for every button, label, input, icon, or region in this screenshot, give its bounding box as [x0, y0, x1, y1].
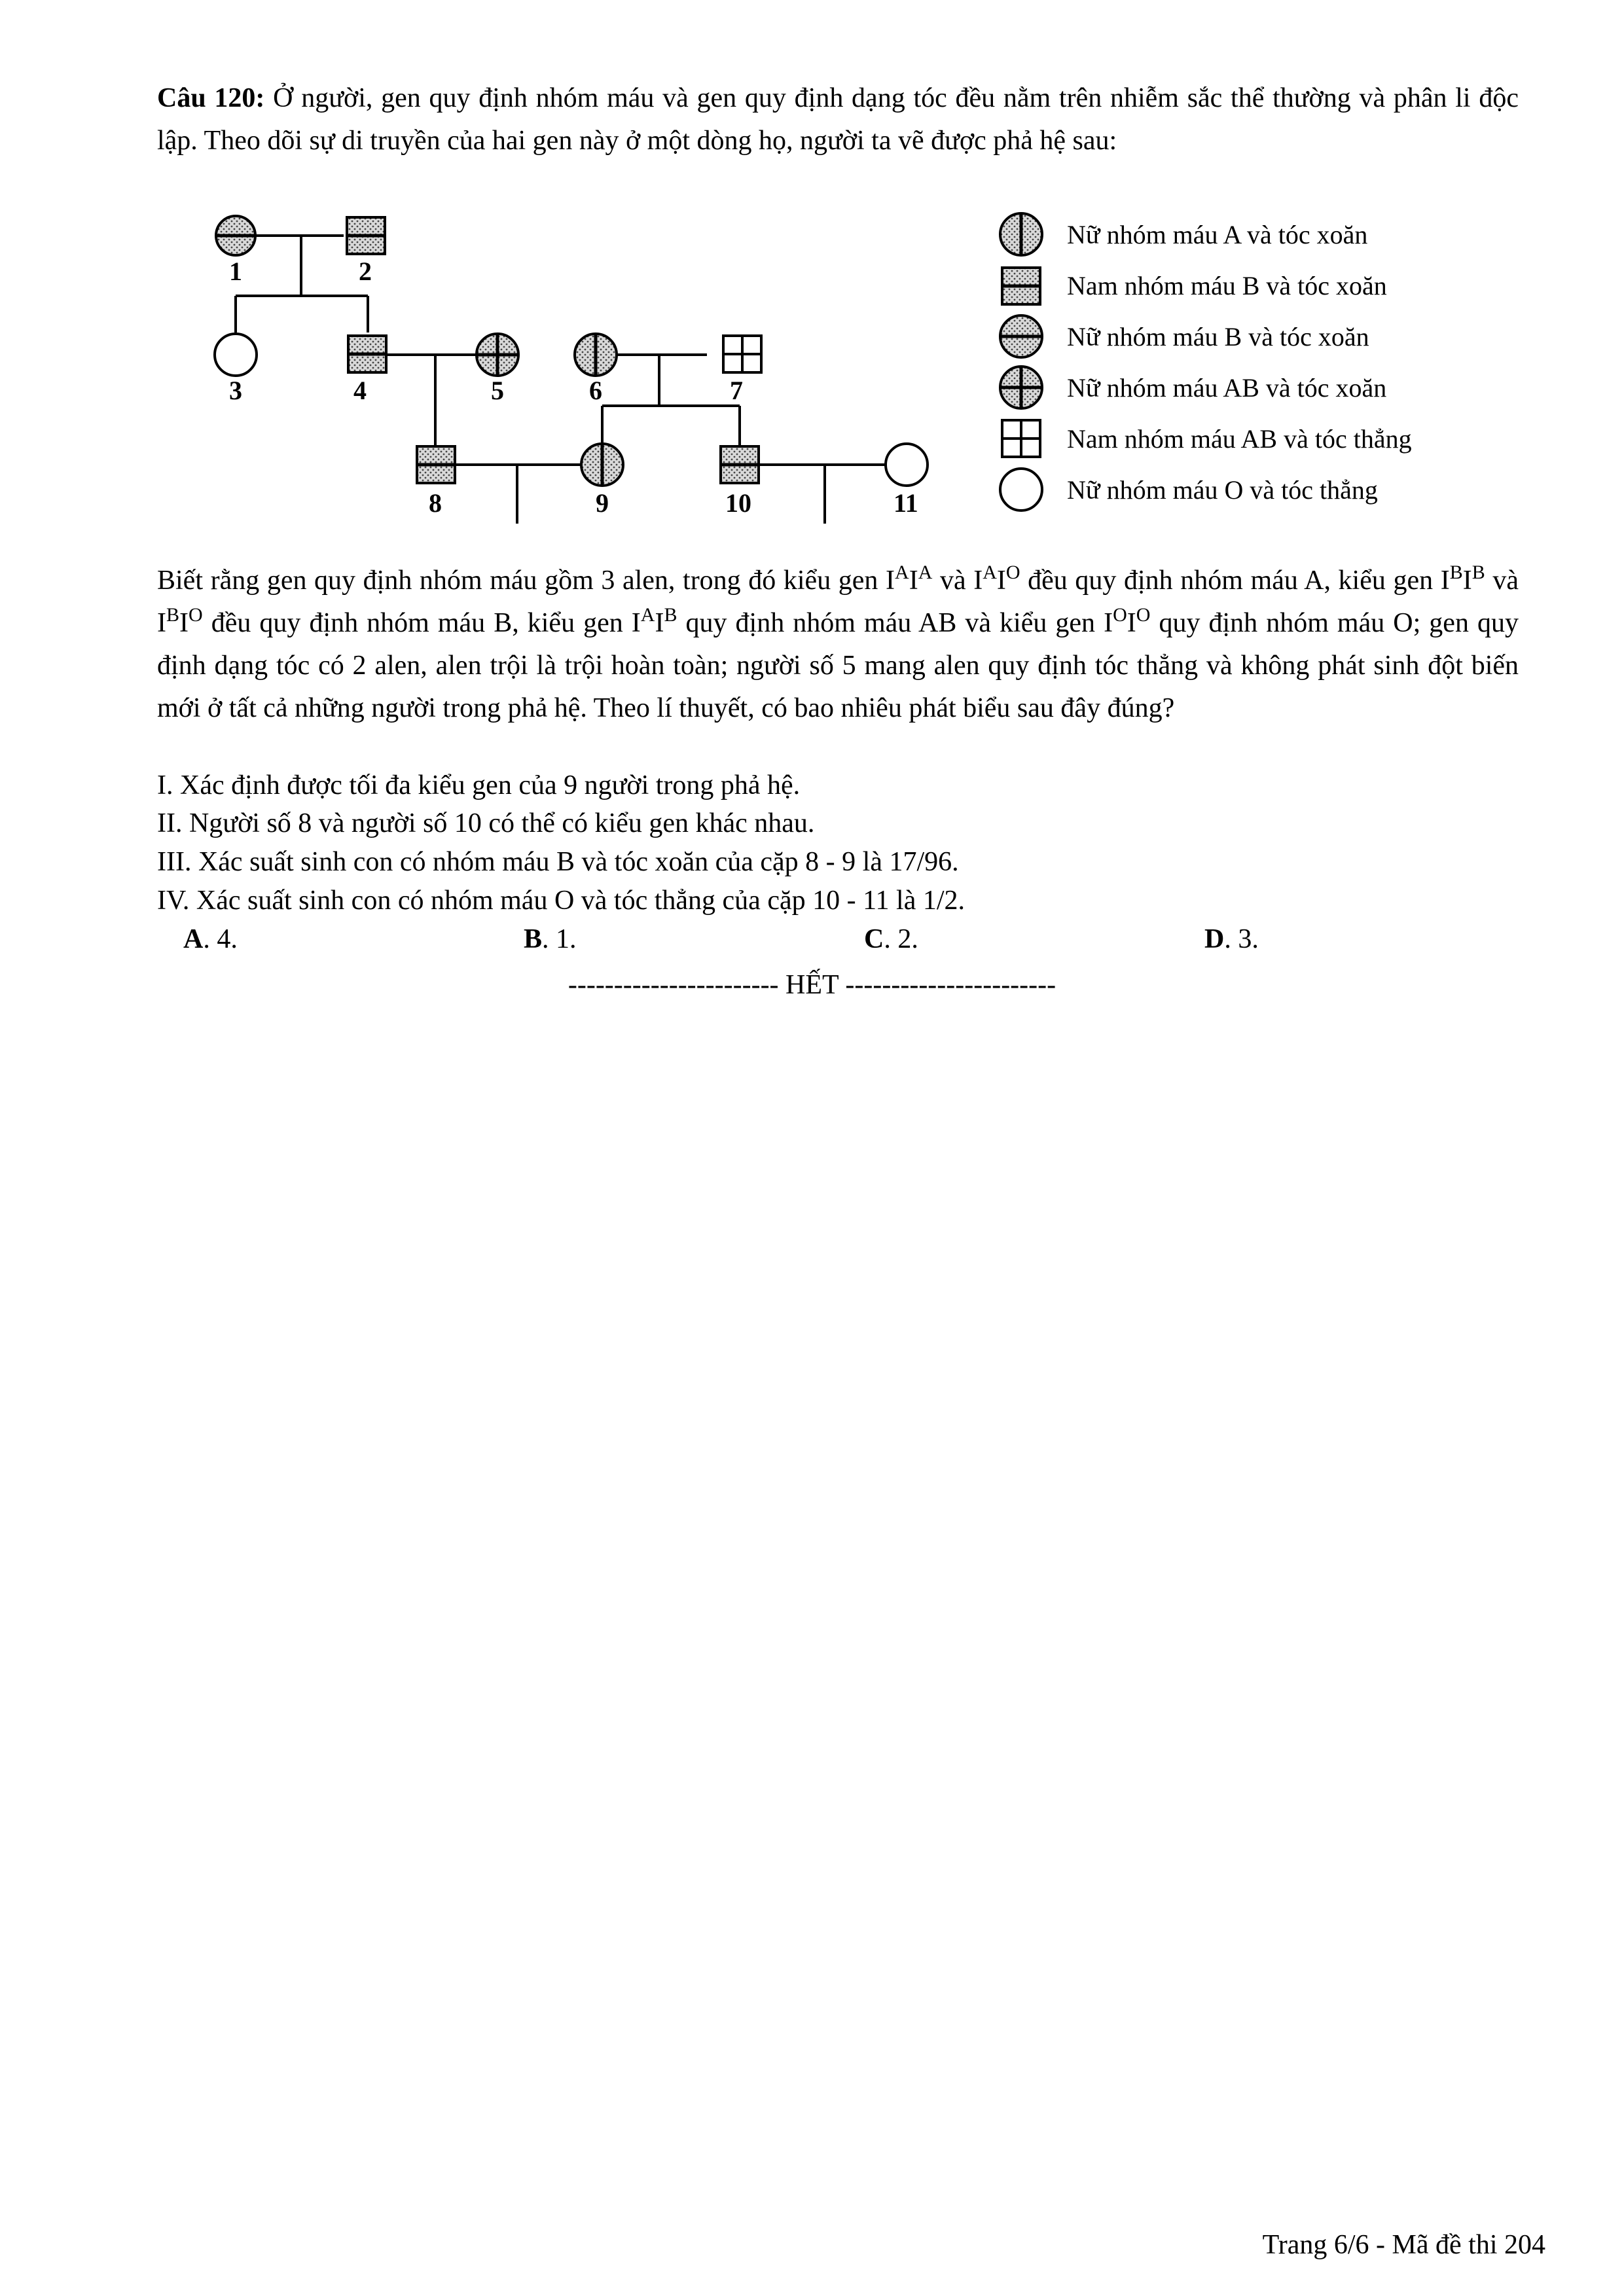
question-intro: [157, 77, 1519, 162]
person-label-3: 3: [229, 376, 242, 405]
legend-label-2: Nam nhóm máu B và tóc xoăn: [1067, 271, 1387, 300]
person-7: [723, 336, 761, 372]
legend-label-3: Nữ nhóm máu B và tóc xoăn: [1067, 322, 1369, 351]
person-3: [215, 334, 257, 376]
legend-symbol-male-b-curly: [1002, 268, 1040, 304]
person-label-4: 4: [353, 376, 367, 405]
person-label-2: 2: [359, 257, 372, 286]
legend-symbol-female-ab-curly: [1000, 367, 1042, 408]
person-label-6: 6: [589, 376, 602, 405]
person-label-11: 11: [893, 488, 918, 518]
end-marker: ----------------------- HẾT -----------------------: [568, 970, 1056, 1000]
person-label-9: 9: [596, 488, 609, 518]
person-8: [417, 446, 455, 483]
person-1: [216, 216, 255, 255]
person-6: [575, 334, 617, 376]
person-10: [721, 446, 759, 483]
page-footer: Trang 6/6 - Mã đề thi 204: [1262, 2230, 1545, 2260]
pedigree-diagram: [183, 209, 956, 537]
person-label-10: 10: [725, 488, 751, 518]
person-2: [347, 217, 385, 254]
person-label-5: 5: [491, 376, 504, 405]
legend-label-1: Nữ nhóm máu A và tóc xoăn: [1067, 220, 1368, 249]
person-label-1: 1: [229, 257, 242, 286]
person-label-8: 8: [429, 488, 442, 518]
legend-label-6: Nữ nhóm máu O và tóc thẳng: [1067, 475, 1378, 505]
legend-label-4: Nữ nhóm máu AB và tóc xoăn: [1067, 373, 1387, 403]
pedigree-lines: [236, 236, 887, 524]
person-5: [477, 334, 518, 376]
statement-2: II. Người số 8 và người số 10 có thể có kiểu gen khác nhau.: [157, 808, 815, 838]
person-9: [581, 444, 623, 486]
legend-symbol-female-a-curly: [1000, 213, 1042, 255]
answer-option-c[interactable]: C. 2.: [864, 924, 918, 954]
person-4: [348, 336, 386, 372]
person-11: [886, 444, 928, 486]
statement-1: I. Xác định được tối đa kiểu gen của 9 người trong phả hệ.: [157, 770, 801, 800]
statement-4: IV. Xác suất sinh con có nhóm máu O và tóc thẳng của cặp 10 - 11 là 1/2.: [157, 886, 965, 916]
legend-symbol-male-ab-straight: [1002, 420, 1040, 457]
legend-symbol-female-o-straight: [1000, 469, 1042, 511]
legend-symbol-female-b-curly: [1000, 315, 1042, 357]
question-label: Câu 120:: [157, 83, 265, 113]
answer-option-a[interactable]: A. 4.: [183, 924, 238, 954]
answer-option-b[interactable]: B. 1.: [524, 924, 577, 954]
statement-3: III. Xác suất sinh con có nhóm máu B và tóc xoăn của cặp 8 - 9 là 17/96.: [157, 847, 959, 877]
genetics-explanation: Biết rằng gen quy định nhóm máu gồm 3 alen, trong đó kiểu gen $I^AI^A$ và $I^AI^O$ đều quy định nhóm máu A, kiểu gen $I^BI^B$ và $I^BI^O$ đều quy định nhóm máu B, kiểu gen $I^AI^B$ quy định nhóm máu AB và kiểu gen $I^OI^O$ quy định nhóm máu O; gen quy định dạng tóc có 2 alen, alen trội là trội hoàn toàn; người số 5 mang alen quy định tóc thẳng và không phát sinh đột biến mới ở tất cả những người trong phả hệ. Theo lí thuyết, có bao nhiêu phát biểu sau đây đúng?: [157, 562, 1519, 723]
pedigree-legend: [982, 209, 1519, 524]
answer-option-d[interactable]: D. 3.: [1204, 924, 1259, 954]
person-label-7: 7: [730, 376, 743, 405]
legend-label-5: Nam nhóm máu AB và tóc thẳng: [1067, 424, 1412, 454]
question-intro-text: Ở người, gen quy định nhóm máu và gen quy định dạng tóc đều nằm trên nhiễm sắc thể thường và phân li độc lập. Theo dõi sự di truyền của hai gen này ở một dòng họ, người ta vẽ được phả hệ sau:: [157, 83, 1519, 156]
